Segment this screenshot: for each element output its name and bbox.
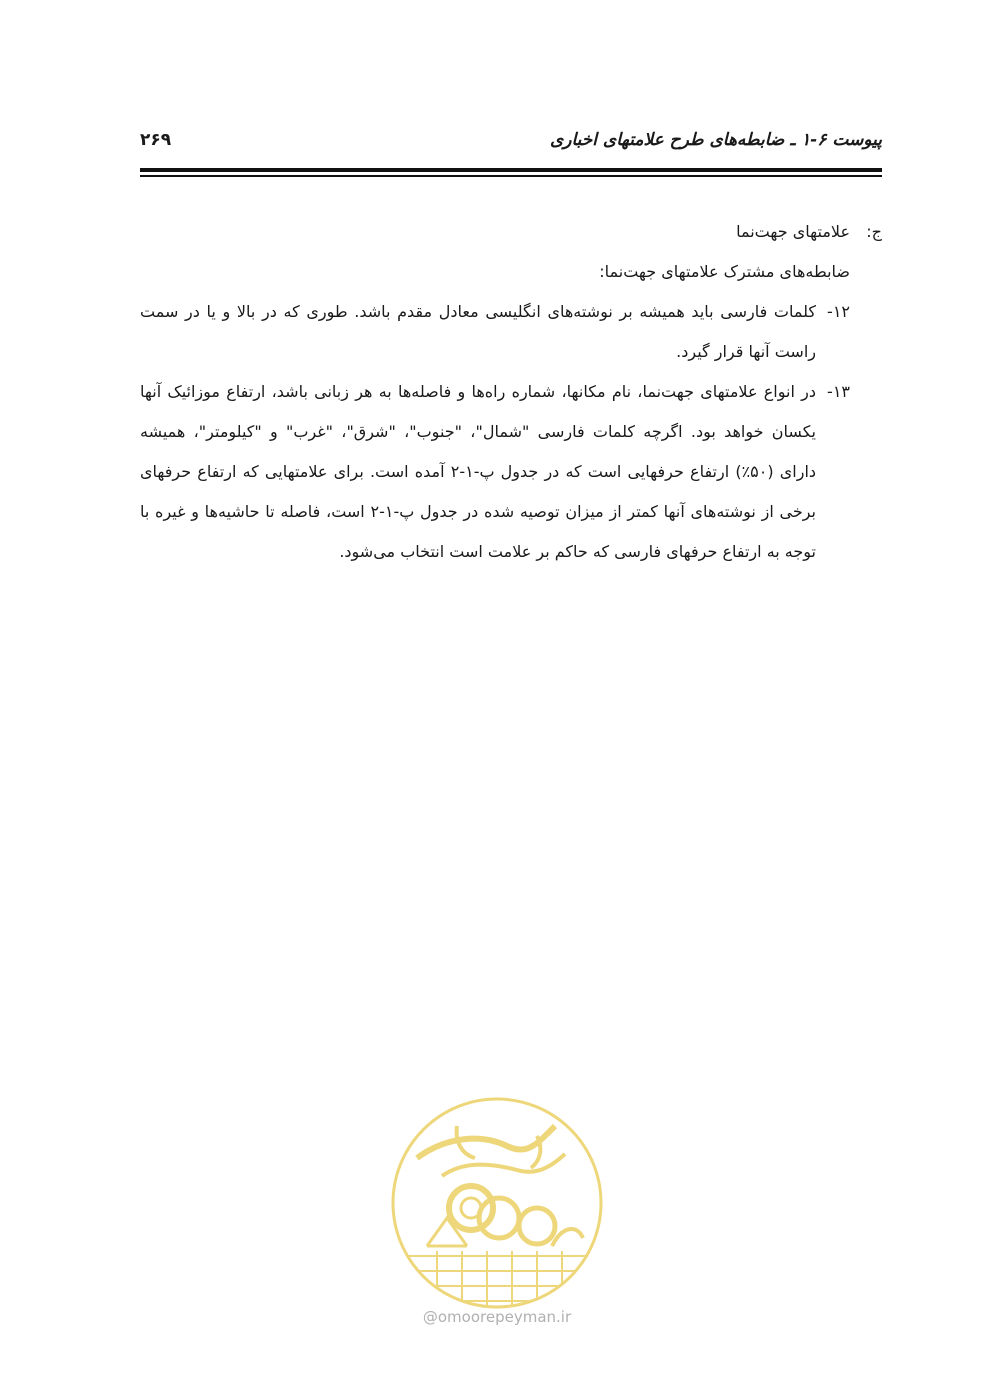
list-item-12 xyxy=(140,292,882,372)
seal-logo-icon xyxy=(387,1096,607,1311)
watermark-caption: @omoorepeyman.ir xyxy=(422,1308,572,1326)
header-rule-thick xyxy=(140,168,882,172)
list-item-13 xyxy=(140,372,882,572)
page-number: ۲۶۹ xyxy=(140,130,172,150)
section-title: علامتهای جهت‌نما xyxy=(736,222,850,241)
page-body xyxy=(140,212,882,572)
item-number: ۱۲- xyxy=(827,302,850,321)
page-header xyxy=(140,122,882,162)
section-heading xyxy=(140,212,882,252)
watermark-caption-text: omoorepeyman.ir xyxy=(437,1308,572,1326)
section-letter: ج: xyxy=(866,222,882,241)
section-intro: ضابطه‌های مشترک علامتهای جهت‌نما: xyxy=(599,262,850,281)
item-text: کلمات فارسی باید همیشه بر نوشته‌های انگلیسی معادل مقدم باشد. طوری که در بالا و یا در سمت راست آنها قرار گیرد. xyxy=(140,302,816,361)
header-title: پیوست ۶-۱ ـ ضابطه‌های طرح علامتهای اخباری xyxy=(549,130,882,150)
header-rule-thin xyxy=(140,175,882,177)
item-text: در انواع علامتهای جهت‌نما، نام مکانها، شماره راه‌ها و فاصله‌ها به هر زبانی باشد، ارتفاع موزائیک آنها یکسان خواهد بود. اگرچه کلمات فارسی "شمال"، "جنوب"، "شرق"، "غرب" و "کیلومتر"، همیشه دارای (۵۰٪) ارتفاع حرفهایی است که در جدول پ-۱-۲ آمده است. برای علامتهایی که ارتفاع حرفهای برخی از نوشته‌های آنها کمتر از میزان توصیه شده در جدول پ-۱-۲ است، فاصله تا حاشیه‌ها و غیره با توجه به ارتفاع حرفهای فارسی که حاکم بر علامت است انتخاب می‌شود. xyxy=(140,382,817,561)
item-number: ۱۳- xyxy=(827,382,850,401)
